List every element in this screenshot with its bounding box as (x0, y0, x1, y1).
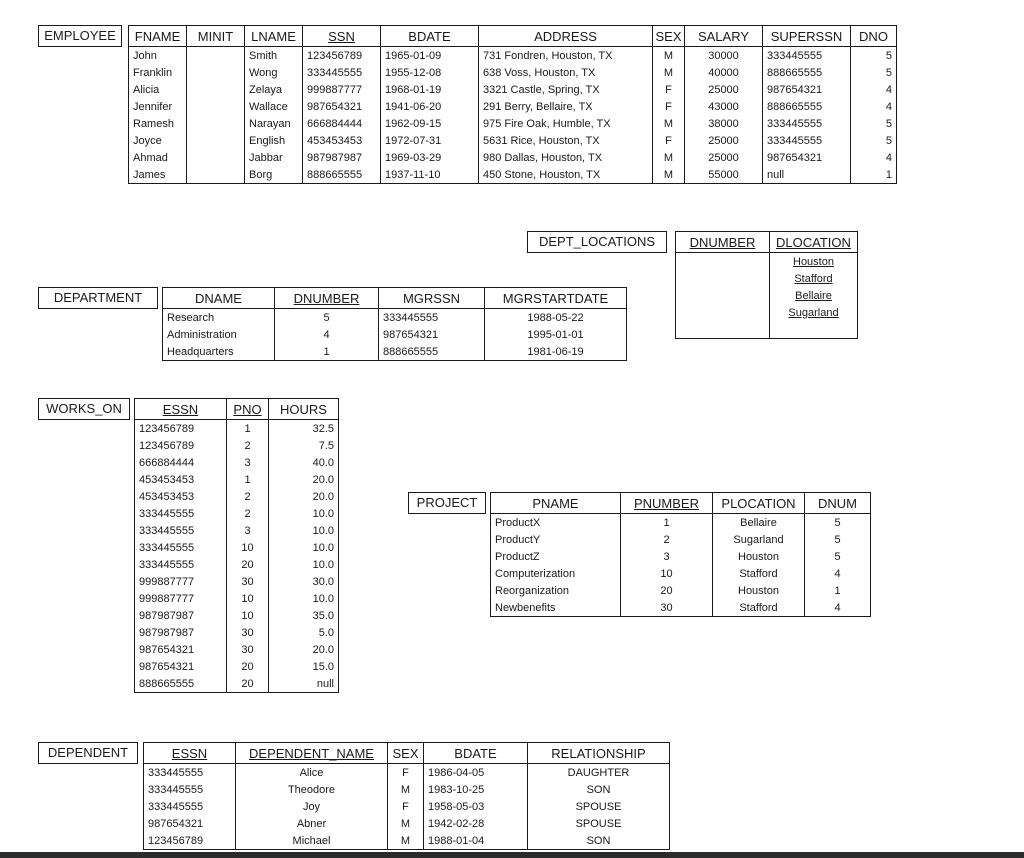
table-row (163, 309, 627, 327)
table-row (144, 815, 670, 832)
essn-cell: 453453453 (135, 488, 227, 505)
essn-cell: 999887777 (135, 590, 227, 607)
salary-cell: 55000 (685, 166, 763, 184)
table-row (144, 832, 670, 850)
table-row (135, 437, 339, 454)
bdate-cell: 1969-03-29 (381, 149, 479, 166)
pname-cell: Reorganization (491, 582, 621, 599)
col-pno: PNO (227, 399, 269, 420)
dnumber-cell (676, 287, 770, 304)
dependent-name-cell: Michael (236, 832, 388, 850)
address-cell: 975 Fire Oak, Humble, TX (479, 115, 653, 132)
pnumber-cell: 3 (621, 548, 713, 565)
essn-cell: 987987987 (135, 624, 227, 641)
lname-cell: Jabbar (245, 149, 303, 166)
dno-cell: 5 (851, 115, 897, 132)
sex-cell: M (653, 166, 685, 184)
minit-cell (187, 132, 245, 149)
table-row (129, 132, 897, 149)
pno-cell: 10 (227, 590, 269, 607)
table-row (144, 764, 670, 782)
salary-cell: 30000 (685, 47, 763, 65)
pno-cell: 20 (227, 675, 269, 693)
bdate-cell: 1955-12-08 (381, 64, 479, 81)
dno-cell: 4 (851, 98, 897, 115)
sex-cell: M (653, 115, 685, 132)
col-essn: ESSN (144, 743, 236, 764)
minit-cell (187, 98, 245, 115)
salary-cell: 43000 (685, 98, 763, 115)
table-row (676, 287, 858, 304)
dnumber-cell (676, 253, 770, 271)
hours-cell: 7.5 (269, 437, 339, 454)
col-fname: FNAME (129, 26, 187, 47)
table-row (163, 343, 627, 361)
dnum-cell: 5 (805, 531, 871, 548)
col-bdate: BDATE (424, 743, 528, 764)
pnumber-cell: 20 (621, 582, 713, 599)
pname-cell: ProductX (491, 514, 621, 532)
col-salary: SALARY (685, 26, 763, 47)
bdate-cell: 1965-01-09 (381, 47, 479, 65)
hours-cell: 20.0 (269, 488, 339, 505)
dnumber-cell (676, 321, 770, 339)
pno-cell: 1 (227, 420, 269, 438)
col-plocation: PLOCATION (713, 493, 805, 514)
hours-cell: 10.0 (269, 590, 339, 607)
salary-cell: 38000 (685, 115, 763, 132)
pname-cell: Newbenefits (491, 599, 621, 617)
relationship-cell: SPOUSE (528, 815, 670, 832)
hours-cell: null (269, 675, 339, 693)
table-row (135, 471, 339, 488)
table-row (163, 326, 627, 343)
dno-cell: 5 (851, 47, 897, 65)
sex-cell: M (653, 149, 685, 166)
pno-cell: 2 (227, 437, 269, 454)
fname-cell: Ramesh (129, 115, 187, 132)
minit-cell (187, 115, 245, 132)
table-row (135, 641, 339, 658)
table-row (135, 522, 339, 539)
bdate-cell: 1988-01-04 (424, 832, 528, 850)
superssn-cell: 888665555 (763, 64, 851, 81)
sex-cell: F (653, 132, 685, 149)
pnumber-cell: 30 (621, 599, 713, 617)
fname-cell: Franklin (129, 64, 187, 81)
table-row (135, 420, 339, 438)
bdate-cell: 1942-02-28 (424, 815, 528, 832)
table-row (129, 47, 897, 65)
dnumber-cell: 1 (275, 343, 379, 361)
essn-cell: 333445555 (144, 781, 236, 798)
dependent-name-cell: Alice (236, 764, 388, 782)
dnum-cell: 5 (805, 548, 871, 565)
salary-cell: 25000 (685, 81, 763, 98)
dependent-name-cell: Abner (236, 815, 388, 832)
bdate-cell: 1962-09-15 (381, 115, 479, 132)
department-relation-name: DEPARTMENT (38, 287, 158, 309)
pno-cell: 20 (227, 658, 269, 675)
ssn-cell: 333445555 (303, 64, 381, 81)
hours-cell: 32.5 (269, 420, 339, 438)
col-hours: HOURS (269, 399, 339, 420)
sex-cell: F (388, 764, 424, 782)
bottom-scroll-edge (0, 852, 1024, 858)
table-row (144, 798, 670, 815)
pno-cell: 30 (227, 573, 269, 590)
lname-cell: Wallace (245, 98, 303, 115)
table-row (135, 590, 339, 607)
fname-cell: James (129, 166, 187, 184)
essn-cell: 666884444 (135, 454, 227, 471)
table-row (676, 321, 858, 339)
col-ssn: SSN (303, 26, 381, 47)
mgrssn-cell: 987654321 (379, 326, 485, 343)
col-sex: SEX (388, 743, 424, 764)
essn-cell: 123456789 (135, 437, 227, 454)
sex-cell: M (653, 64, 685, 81)
department-table (162, 287, 627, 361)
dname-cell: Administration (163, 326, 275, 343)
superssn-cell: 987654321 (763, 81, 851, 98)
hours-cell: 30.0 (269, 573, 339, 590)
project-table (490, 492, 871, 617)
table-row (135, 658, 339, 675)
plocation-cell: Stafford (713, 565, 805, 582)
hours-cell: 10.0 (269, 539, 339, 556)
pno-cell: 3 (227, 522, 269, 539)
table-row (135, 539, 339, 556)
plocation-cell: Stafford (713, 599, 805, 617)
sex-cell: M (388, 781, 424, 798)
dependent-name-cell: Theodore (236, 781, 388, 798)
essn-cell: 987654321 (135, 641, 227, 658)
essn-cell: 987654321 (135, 658, 227, 675)
fname-cell: Alicia (129, 81, 187, 98)
salary-cell: 25000 (685, 132, 763, 149)
dnumber-cell (676, 270, 770, 287)
ssn-cell: 453453453 (303, 132, 381, 149)
pname-cell: ProductY (491, 531, 621, 548)
address-cell: 731 Fondren, Houston, TX (479, 47, 653, 65)
hours-cell: 10.0 (269, 505, 339, 522)
address-cell: 291 Berry, Bellaire, TX (479, 98, 653, 115)
minit-cell (187, 47, 245, 65)
dlocation-cell: Stafford (770, 270, 858, 287)
pno-cell: 3 (227, 454, 269, 471)
address-cell: 638 Voss, Houston, TX (479, 64, 653, 81)
table-row (129, 81, 897, 98)
dnum-cell: 4 (805, 565, 871, 582)
superssn-cell: 987654321 (763, 149, 851, 166)
dependent-name-cell: Joy (236, 798, 388, 815)
table-row (491, 582, 871, 599)
mgrssn-cell: 333445555 (379, 309, 485, 327)
ssn-cell: 888665555 (303, 166, 381, 184)
table-row (144, 781, 670, 798)
mgrstartdate-cell: 1988-05-22 (485, 309, 627, 327)
pnumber-cell: 1 (621, 514, 713, 532)
col-dnum: DNUM (805, 493, 871, 514)
salary-cell: 40000 (685, 64, 763, 81)
pno-cell: 10 (227, 607, 269, 624)
pnumber-cell: 10 (621, 565, 713, 582)
relationship-cell: SON (528, 781, 670, 798)
dependent-table (143, 742, 670, 850)
table-row (135, 624, 339, 641)
dnum-cell: 5 (805, 514, 871, 532)
dnum-cell: 1 (805, 582, 871, 599)
table-row (491, 514, 871, 532)
col-essn: ESSN (135, 399, 227, 420)
relationship-cell: DAUGHTER (528, 764, 670, 782)
table-row (129, 149, 897, 166)
table-row (135, 607, 339, 624)
col-dnumber: DNUMBER (676, 232, 770, 253)
essn-cell: 333445555 (135, 539, 227, 556)
essn-cell: 888665555 (135, 675, 227, 693)
table-row (491, 599, 871, 617)
col-relationship: RELATIONSHIP (528, 743, 670, 764)
bdate-cell: 1937-11-10 (381, 166, 479, 184)
plocation-cell: Houston (713, 548, 805, 565)
dept-locations-relation-name: DEPT_LOCATIONS (527, 231, 667, 253)
col-lname: LNAME (245, 26, 303, 47)
col-dname: DNAME (163, 288, 275, 309)
table-row (129, 64, 897, 81)
col-minit: MINIT (187, 26, 245, 47)
table-row (129, 98, 897, 115)
lname-cell: Smith (245, 47, 303, 65)
col-bdate: BDATE (381, 26, 479, 47)
bdate-cell: 1958-05-03 (424, 798, 528, 815)
pno-cell: 20 (227, 556, 269, 573)
dno-cell: 5 (851, 132, 897, 149)
lname-cell: Zelaya (245, 81, 303, 98)
dnumber-cell (676, 304, 770, 321)
table-row (491, 531, 871, 548)
pno-cell: 10 (227, 539, 269, 556)
table-row (676, 270, 858, 287)
minit-cell (187, 149, 245, 166)
table-row (135, 675, 339, 693)
table-row (135, 573, 339, 590)
dno-cell: 1 (851, 166, 897, 184)
hours-cell: 35.0 (269, 607, 339, 624)
mgrstartdate-cell: 1981-06-19 (485, 343, 627, 361)
dlocation-cell: Houston (770, 253, 858, 271)
lname-cell: Wong (245, 64, 303, 81)
essn-cell: 987987987 (135, 607, 227, 624)
pnumber-cell: 2 (621, 531, 713, 548)
essn-cell: 123456789 (135, 420, 227, 438)
address-cell: 450 Stone, Houston, TX (479, 166, 653, 184)
essn-cell: 123456789 (144, 832, 236, 850)
col-dependent-name: DEPENDENT_NAME (236, 743, 388, 764)
dependent-relation-name: DEPENDENT (38, 742, 138, 764)
minit-cell (187, 81, 245, 98)
employee-relation-name: EMPLOYEE (38, 25, 122, 47)
employee-table (128, 25, 897, 184)
dnumber-cell: 4 (275, 326, 379, 343)
dlocation-cell: Bellaire (770, 287, 858, 304)
superssn-cell: null (763, 166, 851, 184)
ssn-cell: 987654321 (303, 98, 381, 115)
superssn-cell: 333445555 (763, 115, 851, 132)
bdate-cell: 1972-07-31 (381, 132, 479, 149)
dno-cell: 4 (851, 149, 897, 166)
table-row (129, 115, 897, 132)
sex-cell: M (653, 47, 685, 65)
sex-cell: F (653, 98, 685, 115)
col-pname: PNAME (491, 493, 621, 514)
project-relation-name: PROJECT (408, 492, 486, 514)
col-dlocation: DLOCATION (770, 232, 858, 253)
bdate-cell: 1986-04-05 (424, 764, 528, 782)
ssn-cell: 666884444 (303, 115, 381, 132)
dname-cell: Research (163, 309, 275, 327)
minit-cell (187, 64, 245, 81)
essn-cell: 333445555 (135, 505, 227, 522)
address-cell: 980 Dallas, Houston, TX (479, 149, 653, 166)
hours-cell: 10.0 (269, 522, 339, 539)
sex-cell: M (388, 832, 424, 850)
bdate-cell: 1983-10-25 (424, 781, 528, 798)
salary-cell: 25000 (685, 149, 763, 166)
dname-cell: Headquarters (163, 343, 275, 361)
fname-cell: Jennifer (129, 98, 187, 115)
dept-locations-header-row (676, 232, 858, 253)
ssn-cell: 123456789 (303, 47, 381, 65)
pname-cell: ProductZ (491, 548, 621, 565)
dept-locations-table (675, 231, 858, 339)
works-on-relation-name: WORKS_ON (38, 398, 130, 420)
dno-cell: 5 (851, 64, 897, 81)
col-mgrstartdate: MGRSTARTDATE (485, 288, 627, 309)
sex-cell: M (388, 815, 424, 832)
relationship-cell: SPOUSE (528, 798, 670, 815)
table-row (676, 253, 858, 271)
pno-cell: 2 (227, 488, 269, 505)
pno-cell: 1 (227, 471, 269, 488)
dnumber-cell: 5 (275, 309, 379, 327)
hours-cell: 15.0 (269, 658, 339, 675)
plocation-cell: Bellaire (713, 514, 805, 532)
col-pnumber: PNUMBER (621, 493, 713, 514)
essn-cell: 333445555 (135, 522, 227, 539)
fname-cell: John (129, 47, 187, 65)
works-on-table (134, 398, 339, 693)
department-header-row (163, 288, 627, 309)
pno-cell: 30 (227, 624, 269, 641)
table-row (129, 166, 897, 184)
plocation-cell: Sugarland (713, 531, 805, 548)
essn-cell: 333445555 (144, 798, 236, 815)
essn-cell: 453453453 (135, 471, 227, 488)
col-mgrssn: MGRSSN (379, 288, 485, 309)
essn-cell: 999887777 (135, 573, 227, 590)
table-row (676, 304, 858, 321)
table-row (135, 556, 339, 573)
employee-header-row (129, 26, 897, 47)
dnum-cell: 4 (805, 599, 871, 617)
sex-cell: F (653, 81, 685, 98)
fname-cell: Joyce (129, 132, 187, 149)
ssn-cell: 987987987 (303, 149, 381, 166)
plocation-cell: Houston (713, 582, 805, 599)
bdate-cell: 1941-06-20 (381, 98, 479, 115)
hours-cell: 20.0 (269, 471, 339, 488)
table-row (491, 565, 871, 582)
dno-cell: 4 (851, 81, 897, 98)
table-row (135, 505, 339, 522)
ssn-cell: 999887777 (303, 81, 381, 98)
essn-cell: 333445555 (144, 764, 236, 782)
relationship-cell: SON (528, 832, 670, 850)
project-header-row (491, 493, 871, 514)
essn-cell: 333445555 (135, 556, 227, 573)
address-cell: 3321 Castle, Spring, TX (479, 81, 653, 98)
pno-cell: 2 (227, 505, 269, 522)
fname-cell: Ahmad (129, 149, 187, 166)
superssn-cell: 888665555 (763, 98, 851, 115)
address-cell: 5631 Rice, Houston, TX (479, 132, 653, 149)
lname-cell: Narayan (245, 115, 303, 132)
table-row (135, 488, 339, 505)
mgrstartdate-cell: 1995-01-01 (485, 326, 627, 343)
pname-cell: Computerization (491, 565, 621, 582)
essn-cell: 987654321 (144, 815, 236, 832)
hours-cell: 20.0 (269, 641, 339, 658)
superssn-cell: 333445555 (763, 47, 851, 65)
dependent-header-row (144, 743, 670, 764)
hours-cell: 5.0 (269, 624, 339, 641)
minit-cell (187, 166, 245, 184)
sex-cell: F (388, 798, 424, 815)
dlocation-cell: Sugarland (770, 304, 858, 321)
table-row (491, 548, 871, 565)
hours-cell: 40.0 (269, 454, 339, 471)
col-address: ADDRESS (479, 26, 653, 47)
col-dnumber: DNUMBER (275, 288, 379, 309)
pno-cell: 30 (227, 641, 269, 658)
col-sex: SEX (653, 26, 685, 47)
dlocation-cell (770, 321, 858, 339)
mgrssn-cell: 888665555 (379, 343, 485, 361)
superssn-cell: 333445555 (763, 132, 851, 149)
lname-cell: English (245, 132, 303, 149)
col-superssn: SUPERSSN (763, 26, 851, 47)
lname-cell: Borg (245, 166, 303, 184)
col-dno: DNO (851, 26, 897, 47)
works-on-header-row (135, 399, 339, 420)
table-row (135, 454, 339, 471)
bdate-cell: 1968-01-19 (381, 81, 479, 98)
hours-cell: 10.0 (269, 556, 339, 573)
